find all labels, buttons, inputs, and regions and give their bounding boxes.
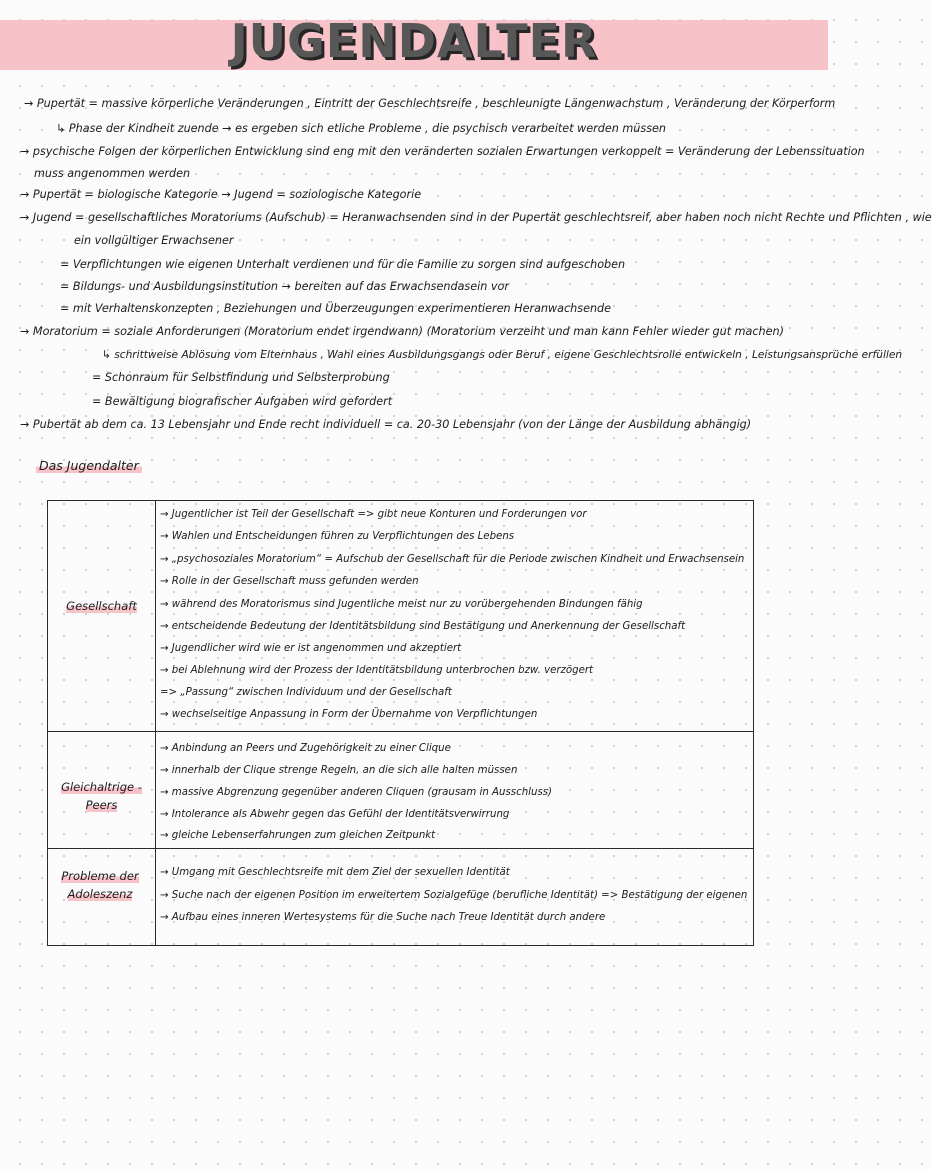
note-line: → Pupertät = massive körperliche Veränderungen , Eintritt der Geschlechtsreife , beschleunigte Längenwachstum , Veränderung der Körperform: [24, 97, 836, 110]
row-label: Probleme der Adoleszenz: [61, 869, 139, 901]
note-line: = Bildungs- und Ausbildungsinstitution → bereiten auf das Erwachsendasein vor: [60, 280, 509, 293]
table-row-divider: [48, 848, 753, 849]
note-line: → Jugend = gesellschaftliches Moratoriums (Aufschub) = Heranwachsenden sind in der Pupertät geschlechtsreif, aber haben noch nicht Rechte und Pflichten , wie: [20, 211, 932, 224]
note-line: = Schonraum für Selbstfindung und Selbsterprobung: [92, 371, 390, 384]
note-line: = Bewältigung biografischer Aufgaben wird gefordert: [92, 395, 393, 408]
cell-item: → Suche nach der eigenen Position im erweitertem Sozialgefüge (berufliche Identität) => Bestätigung der eigenen: [160, 890, 748, 901]
cell-item: → entscheidende Bedeutung der Identitätsbildung sind Bestätigung und Anerkennung der Gesellschaft: [160, 621, 686, 632]
cell-item: => „Passung“ zwischen Individuum und der Gesellschaft: [160, 687, 452, 698]
cell-item: → bei Ablehnung wird der Prozess der Identitätsbildung unterbrochen bzw. verzögert: [160, 665, 594, 676]
cell-item: → Rolle in der Gesellschaft muss gefunden werden: [160, 576, 419, 587]
note-line: ↳ Phase der Kindheit zuende → es ergeben sich etliche Probleme , die psychisch verarbeitet werden müssen: [56, 122, 667, 135]
cell-item: → Jugentlicher ist Teil der Gesellschaft => gibt neue Konturen und Forderungen vor: [160, 509, 587, 520]
note-line: muss angenommen werden: [34, 167, 191, 180]
section-title: Das Jugendalter: [36, 458, 142, 473]
cell-item: → Jugendlicher wird wie er ist angenommen und akzeptiert: [160, 643, 462, 654]
table-row-divider: [48, 731, 753, 732]
cell-item: → Anbindung an Peers und Zugehörigkeit zu einer Clique: [160, 743, 451, 754]
note-line: = mit Verhaltenskonzepten , Beziehungen und Überzeugungen experimentieren Heranwachsende: [60, 302, 612, 315]
cell-item: → Umgang mit Geschlechtsreife mit dem Ziel der sexuellen Identität: [160, 867, 510, 878]
row-label: Gesellschaft: [66, 599, 137, 613]
cell-item: → Aufbau eines inneren Wertesystems für die Suche nach Treue Identität durch andere: [160, 912, 606, 923]
cell-item: → Wahlen und Entscheidungen führen zu Verpflichtungen des Lebens: [160, 531, 515, 542]
table-divider: [155, 501, 156, 945]
note-line: → Moratorium = soziale Anforderungen (Moratorium endet irgendwann) (Moratorium verzeiht und man kann Fehler wieder gut machen): [20, 325, 784, 338]
cell-item: → massive Abgrenzung gegenüber anderen Cliquen (grausam in Ausschluss): [160, 787, 553, 798]
cell-item: → „psychosoziales Moratorium“ = Aufschub der Gesellschaft für die Periode zwischen Kindheit und Erwachsensein: [160, 554, 745, 565]
note-line: ein vollgültiger Erwachsener: [74, 234, 234, 247]
note-line: → Pubertät ab dem ca. 13 Lebensjahr und Ende recht individuell = ca. 20-30 Lebensjahr (von der Länge der Ausbildung abhängig): [20, 418, 752, 431]
cell-item: → während des Moratorismus sind Jugentliche meist nur zu vorübergehenden Bindungen fähig: [160, 599, 643, 610]
row-label: Gleichaltrige - Peers: [61, 780, 142, 812]
cell-item: → wechselseitige Anpassung in Form der Übernahme von Verpflichtungen: [160, 709, 538, 720]
note-line: = Verpflichtungen wie eigenen Unterhalt verdienen und für die Familie zu sorgen sind aufgeschoben: [60, 258, 626, 271]
note-line: → Pupertät = biologische Kategorie → Jugend = soziologische Kategorie: [20, 188, 422, 201]
note-line: ↳ schrittweise Ablösung vom Elternhaus , Wahl eines Ausbildungsgangs oder Beruf , eigene Geschlechtsrolle entwickeln , Leistungsansprüche erfüllen: [102, 349, 903, 361]
summary-table: [47, 500, 754, 946]
cell-item: → gleiche Lebenserfahrungen zum gleichen Zeitpunkt: [160, 830, 436, 841]
page-title: JUGENDALTER: [230, 14, 598, 68]
note-line: → psychische Folgen der körperlichen Entwicklung sind eng mit den veränderten sozialen Erwartungen verkoppelt = Veränderung der Lebenssituation: [20, 145, 865, 158]
cell-item: → innerhalb der Clique strenge Regeln, an die sich alle halten müssen: [160, 765, 518, 776]
cell-item: → Intolerance als Abwehr gegen das Gefühl der Identitätsverwirrung: [160, 809, 510, 820]
